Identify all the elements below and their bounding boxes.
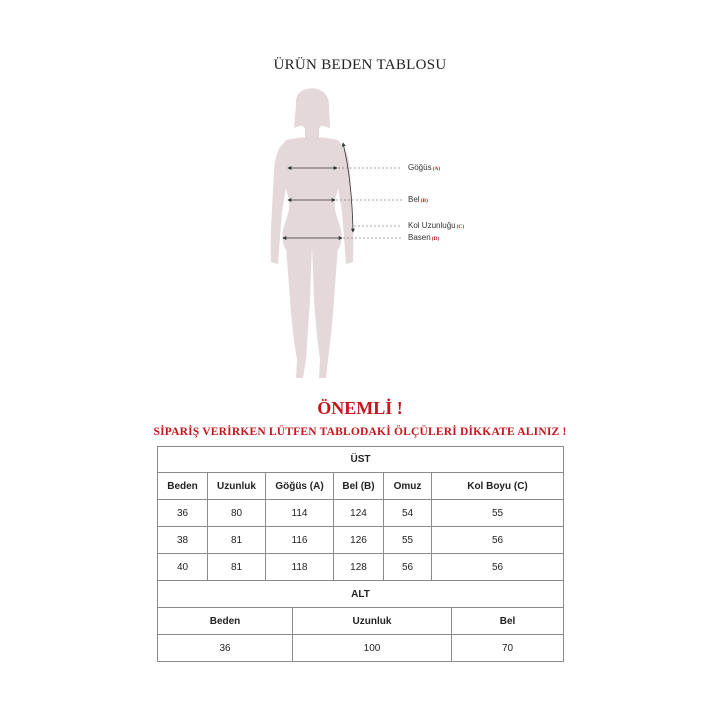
bottom-size-table	[157, 580, 564, 662]
table-row	[158, 554, 564, 581]
table-cell: 55	[432, 500, 564, 527]
table-header-cell: Beden	[158, 608, 293, 635]
table-cell: 126	[334, 527, 384, 554]
table-cell: 56	[432, 554, 564, 581]
warning-text: SİPARİŞ VERİRKEN LÜTFEN TABLODAKİ ÖLÇÜLERİ DİKKATE ALINIZ !	[153, 426, 567, 438]
table-cell: 54	[384, 500, 432, 527]
table-cell: 118	[266, 554, 334, 581]
table-header-cell: Uzunluk	[208, 473, 266, 500]
table-header-cell: Göğüs (A)	[266, 473, 334, 500]
table-cell: 36	[158, 500, 208, 527]
table-cell: 124	[334, 500, 384, 527]
measurement-label-sleeve: Kol Uzunluğu(C)	[408, 221, 465, 230]
table-header-cell: Beden	[158, 473, 208, 500]
table-header-row	[158, 473, 564, 500]
bottom-table-caption: ALT	[158, 581, 564, 608]
table-row	[158, 527, 564, 554]
table-header-cell: Kol Boyu (C)	[432, 473, 564, 500]
top-size-table	[157, 446, 564, 581]
table-cell: 128	[334, 554, 384, 581]
table-cell: 56	[432, 527, 564, 554]
table-cell: 100	[293, 635, 452, 662]
table-cell: 80	[208, 500, 266, 527]
important-heading: ÖNEMLİ !	[317, 398, 403, 418]
table-header-cell: Omuz	[384, 473, 432, 500]
table-cell: 36	[158, 635, 293, 662]
table-cell: 114	[266, 500, 334, 527]
table-header-cell: Bel (B)	[334, 473, 384, 500]
table-cell: 56	[384, 554, 432, 581]
measurement-label-chest: Göğüs(A)	[408, 163, 441, 172]
table-header-cell: Bel	[452, 608, 564, 635]
table-row	[158, 500, 564, 527]
table-header-row	[158, 608, 564, 635]
table-cell: 55	[384, 527, 432, 554]
table-header-cell: Uzunluk	[293, 608, 452, 635]
measurement-label-hip: Basen(D)	[408, 233, 440, 242]
table-cell: 38	[158, 527, 208, 554]
table-cell: 70	[452, 635, 564, 662]
table-cell: 81	[208, 527, 266, 554]
table-row	[158, 635, 564, 662]
table-cell: 40	[158, 554, 208, 581]
page-title: ÜRÜN BEDEN TABLOSU	[273, 57, 447, 73]
table-cell: 116	[266, 527, 334, 554]
measurement-label-waist: Bel(B)	[408, 195, 428, 204]
table-cell: 81	[208, 554, 266, 581]
top-table-caption: ÜST	[158, 447, 564, 473]
